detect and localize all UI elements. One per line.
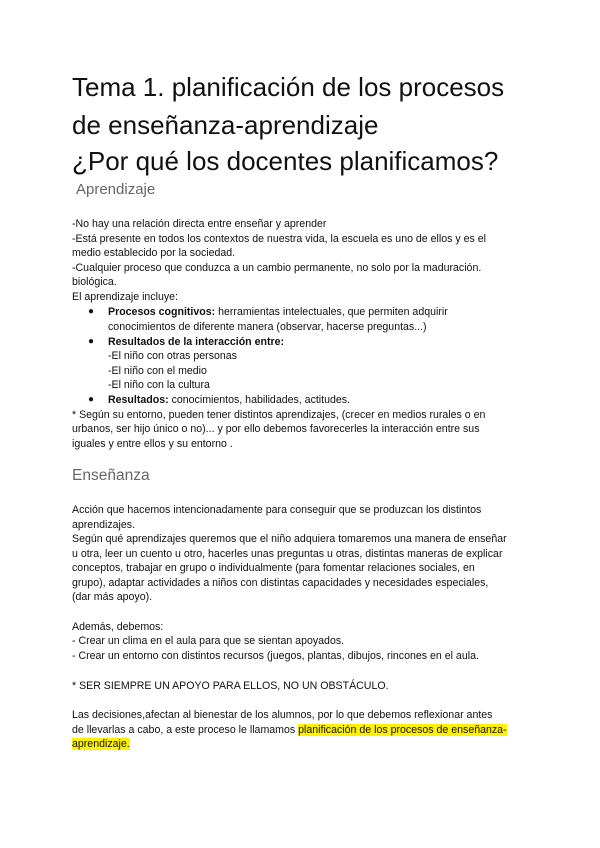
text-line: Acción que hacemos intencionadamente para conseguir que se produzcan los distintos [72,504,482,516]
text-line: Según qué aprendizajes queremos que el niño adquiera tomaremos una manera de enseñar [72,533,507,545]
text-line: -No hay una relación directa entre enseñar y aprender [72,218,327,230]
highlighted-text: aprendizaje. [72,738,130,750]
bullet-label: Resultados: [108,394,169,406]
ensenanza-heading: Enseñanza [72,467,150,484]
sub-item: -El niño con el medio [108,365,207,377]
sub-item: -El niño con la cultura [108,379,210,391]
note-line: * Según su entorno, pueden tener distintos aprendizajes, (crecer en medios rurales o en [72,409,486,421]
text-line: grupo), adaptar actividades a niños con distintas capacidades y necesidades especiales, [72,577,489,589]
text-line: - Crear un clima en el aula para que se sientan apoyados. [72,635,345,647]
text-line: medio establecido por la sociedad. [72,247,236,259]
doc-title-line-3: ¿Por qué los docentes planificamos? [72,146,499,176]
bullet-text: herramientas intelectuales, que permiten adquirir [215,306,448,318]
bullet-item-resultados [108,393,542,407]
bullet-text: conocimientos, habilidades, actitudes. [168,394,351,406]
text-line: conceptos, trabajar en grupo o individualmente (para fomentar relaciones sociales, en [72,562,475,574]
text-line [72,723,542,737]
note-line: iguales y entre ellos y su entorno . [72,438,233,450]
highlighted-text: planificación de los procesos de enseñanza- [298,724,507,736]
bullet-continuation: conocimientos de diferente manera (observar, hacerse preguntas...) [108,321,427,333]
text-line [72,737,542,751]
text-line: -Está presente en todos los contextos de nuestra vida, la escuela es uno de ellos y es el [72,233,486,245]
text-line: -Cualquier proceso que conduzca a un cambio permanente, no solo por la maduración. [72,262,482,274]
doc-title-line-1: Tema 1. planificación de los procesos [72,72,505,102]
text-line: - Crear un entorno con distintos recursos (juegos, plantas, dibujos, rincones en el aula. [72,650,479,662]
aprendizaje-heading: Aprendizaje [76,181,156,198]
text-line: u otra, leer un cuento u otro, hacerles unas preguntas u otras, distintas maneras de explicar [72,548,503,560]
note-line: urbanos, ser hijo único o no)... y por ello debemos favorecerles la interacción entre sus [72,423,480,435]
text-line: Además, debemos: [72,621,164,633]
bullet-item-procesos [108,305,542,319]
apoyo-note: * SER SIEMPRE UN APOYO PARA ELLOS, NO UN OBSTÁCULO. [72,680,389,692]
bullet-item-interaccion: Resultados de la interacción entre: [108,336,285,348]
doc-title-line-2: de enseñanza-aprendizaje [72,110,379,140]
bullet-icon: ● [88,394,95,405]
text-line: biológica. [72,276,117,288]
plain-text: de llevarlas a cabo, a este proceso le llamamos [72,724,299,736]
text-line: El aprendizaje incluye: [72,291,178,303]
bullet-label: Procesos cognitivos: [108,306,216,318]
bullet-icon: ● [88,306,95,317]
text-line: (dar más apoyo). [72,591,153,603]
text-line: aprendizajes. [72,519,136,531]
text-line: Las decisiones,afectan al bienestar de los alumnos, por lo que debemos reflexionar antes [72,709,493,721]
bullet-icon: ● [88,336,95,347]
sub-item: -El niño con otras personas [108,350,237,362]
